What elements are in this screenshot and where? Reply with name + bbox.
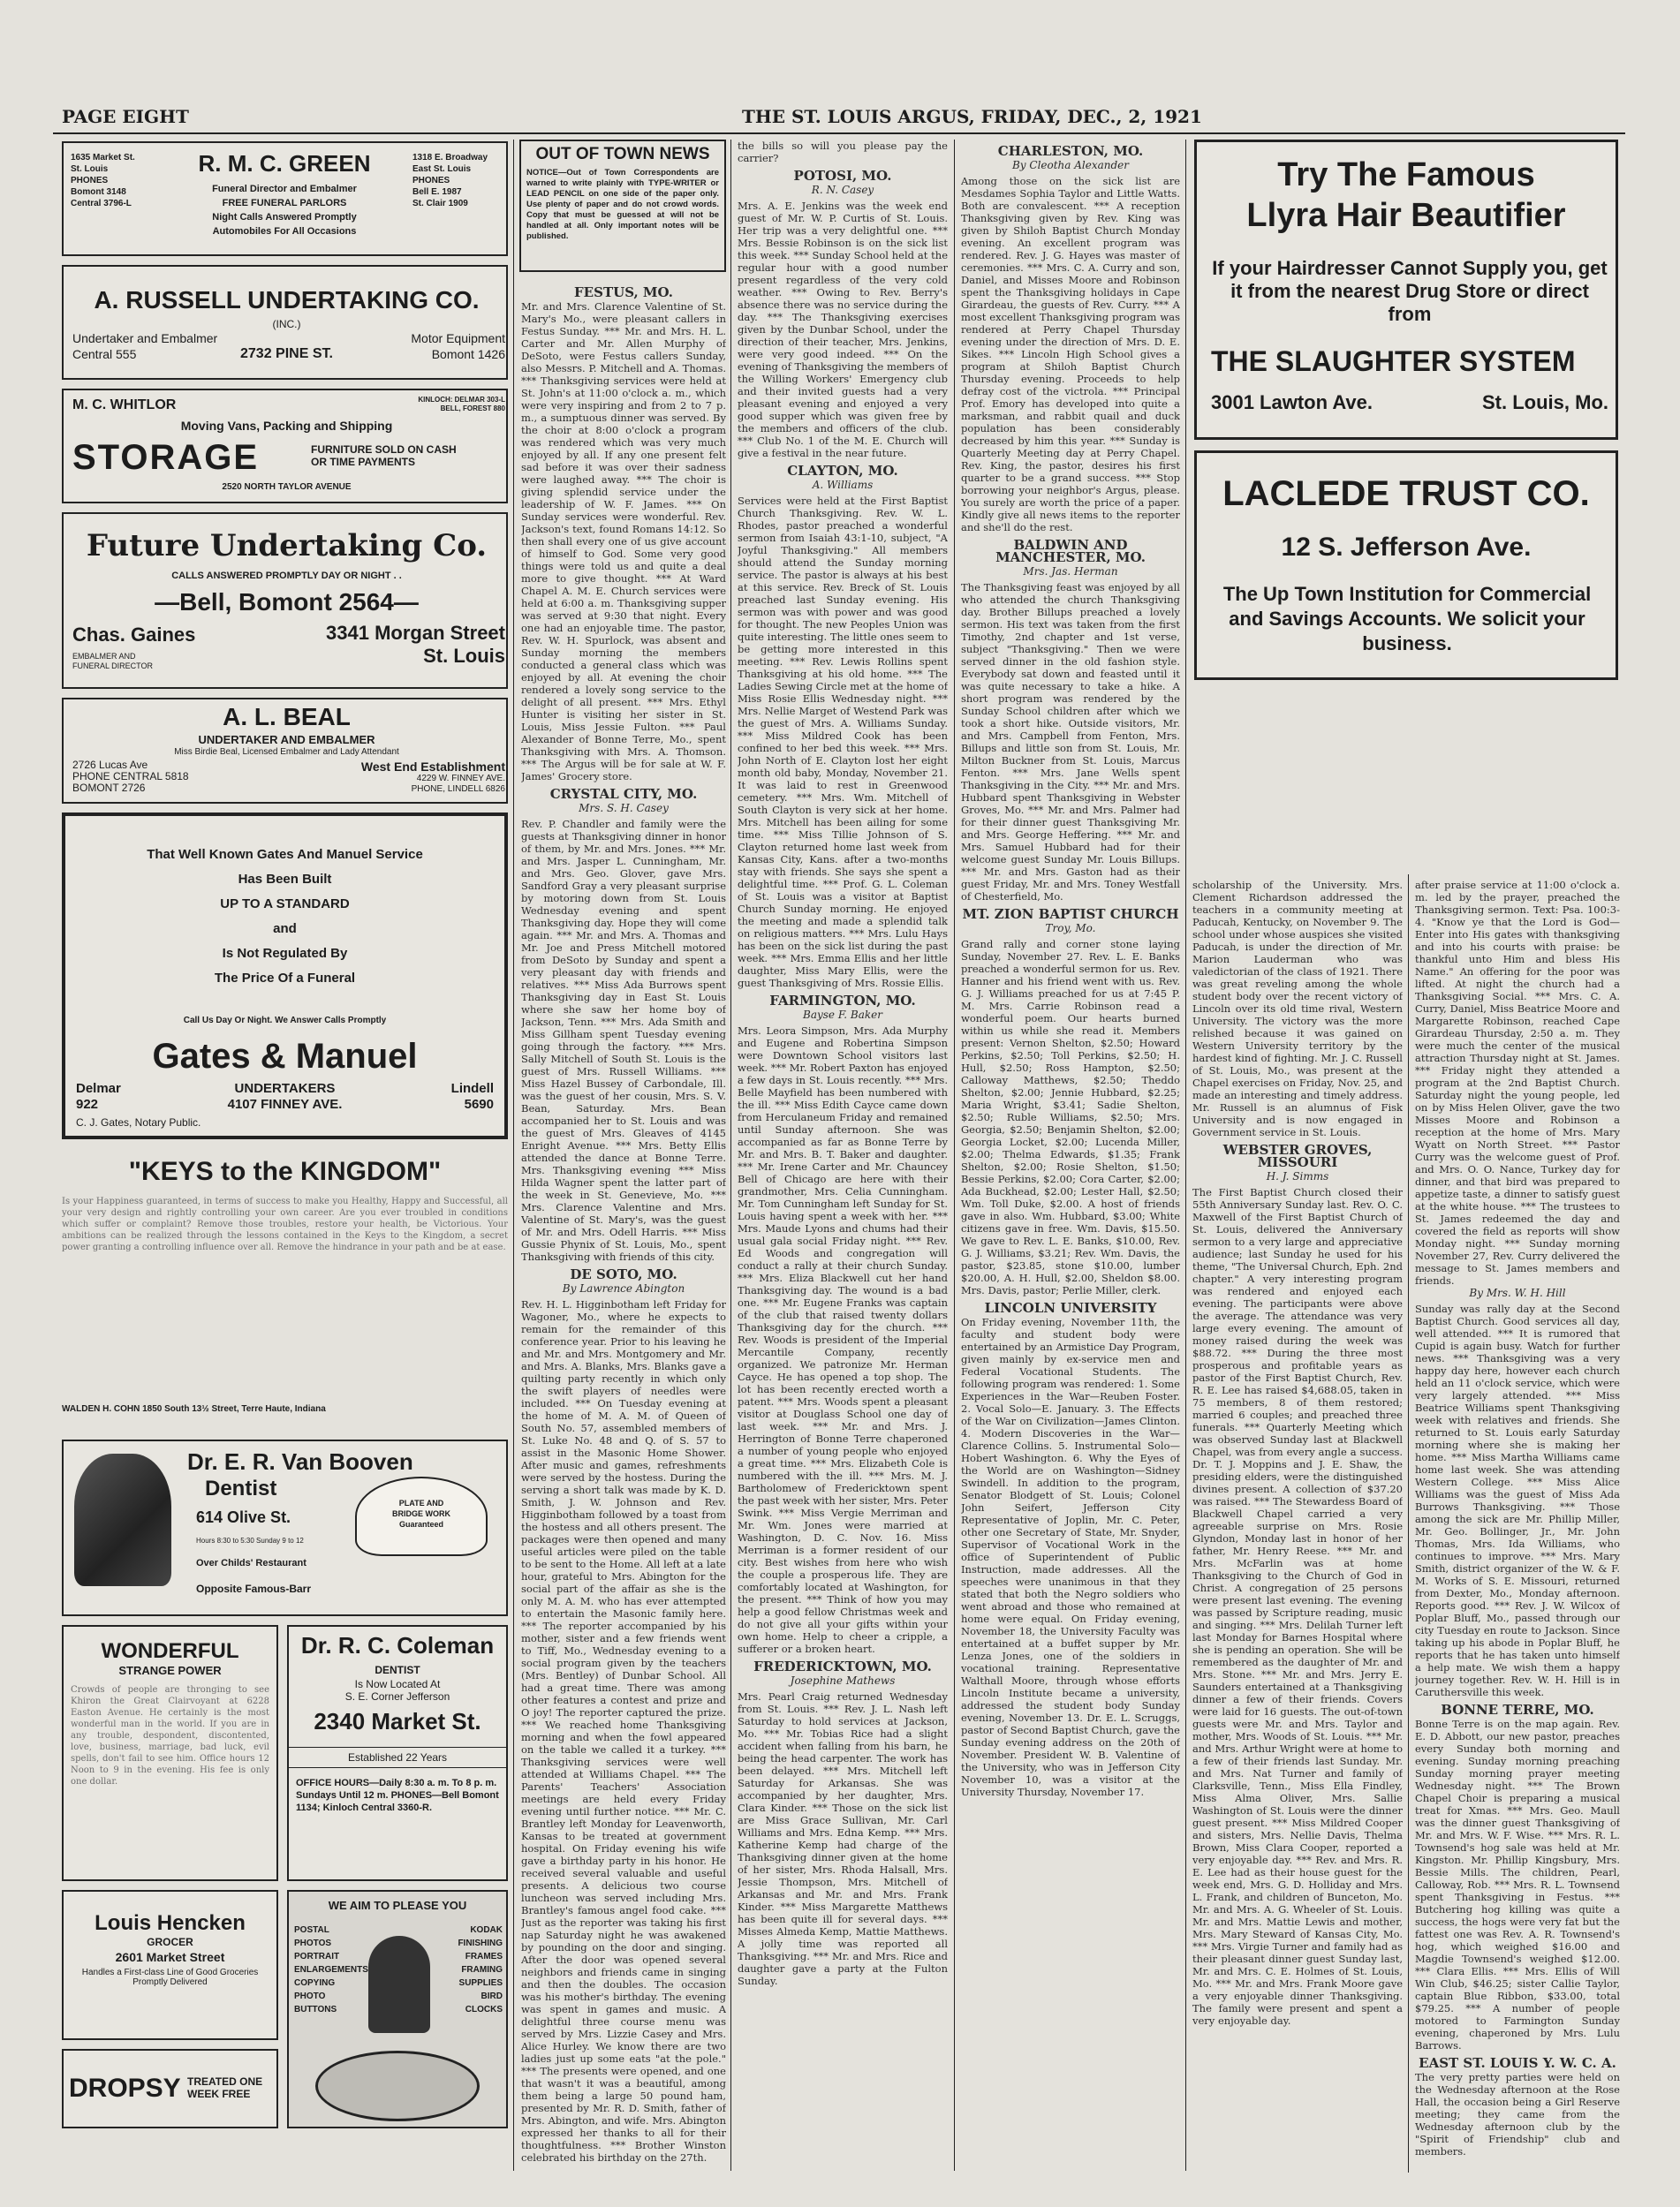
ad-vanbooven-hours: Hours 8:30 to 5:30 Sunday 9 to 12 [196, 1537, 304, 1545]
news-column-2: FESTUS, MO. Mr. and Mrs. Clarence Valentine of St. Mary's Mo., were pleasant callers in Festus Sunday. *** Mr. and Mrs. H. L. Carter and Mr. Allen Murphy of DeSoto, were Festus callers Sunday, also Messrs. P. Mitchell and A. Thomas. *** Thanksgiving services were held at St. John's at 11:00 o'clock a. m., which were very inspiring and from 2 to 7 p. m., a sumptuous dinner was served. By the choir at 8:00 o'clock a program was rendered which was very much enjoyed by all. If any one present felt sad before it was over their sadness were laughed away. *** The choir is giving splendid service under the leadership of W. F. James. *** On Sunday services were wonderful. Rev. Jackson's text, found Romans 14:12. So then shall every one of us give account of himself to God. Some very good things were told us and quite a deal more to give thought. *** At Ward Chapel A. M. E. Church services were held at 6:00 a. m. Thanksgiving supper was served at 9:30 that night. Every one had an enjoyable time. The pastor, Rev. W. H. Spurlock, was absent and Sunday morning the members conducted a general class which was enjoyed by all. At evening the choir rendered a lovely song service to the delight of all present. *** Mrs. Ethyl Hunter is visiting her sister in St. Louis, Miss Jessie Fulton. *** Paul Alexander of Bonne Terre, Mo., spent Thanksgiving with Mrs. A. Thomson. *** The Argus will be for sale at W. F. James' Grocery store. CRYSTAL CITY, MO. Mrs. S. H. Casey Rev. P. Chandler and family were the guests at Thanksgiving dinner in honor of them, by Mr. and Mrs. Jones. *** Mr. and Mrs. Jasper L. Cunningham, Mr. and Mrs. Geo. Glover, gave Mrs. Sandford Gray a very pleasant surprise by motoring down from St. Louis Wednesday evening and spent Thanksgiving day. Hope they will come again. *** Mr. and Mrs. A. Thomas and Mr. Joe and Press Mitchell motored from DeSoto by Sunday and spent a very pleasant day with friends and relatives. *** Miss Ada Burrows spent Thanksgiving day in East St. Louis where she saw her home boy of Jackson, Tenn. *** Mrs. Ada Smith and Miss Gillham spent Tuesday evening going through the factory. *** Mrs. Sally Mitchell of South St. Louis is the guest of Mrs. Russell Williams. *** Miss Hazel Bussey of Carbondale, Ill. was the guest of her cousin, Mrs. S. V. Bean, Saturday. Mrs. Bean accompanied her to St. Louis and was the guest of Mrs. Gleaves of 4145 Enright Avenue. *** Mrs. Betty Ellis attended the dance at Bonne Terre. Mrs. Thanksgiving evening *** Miss Hilda Wagner spent the latter part of the week in St. Genevieve, Mo. *** Mrs. Clarence Valentine and Mrs. Valentine of St. Mary's, was the guest of Mr. and Mrs. Odell Harris. *** Miss Gussie Phynix of St. Louis, Mo., spent Thanksgiving with friends of this city. DE SOTO, MO. By Lawrence Abington Rev. H. L. Higginbotham left Friday for Wagoner, Mo., where he expects to remain for the remainder of this conference year. Prior to his leaving he and Mr. and Mrs. Montgomery and Mr. and Mrs. A. Blanks, Mrs. Blanks gave a quilting party recently in which only the swift players of needles were included. *** On Tuesday evening at the home of M. A. M. of Queen of South No. 57, assembled members of St. Luke No. 48 and Q. of S. 57 to assist in the Masonic Home Shower. After music and games, refreshments were served by the hostess. During the serving a short talk was made by K. D. Smith, J. W. Johnson and Rev. Higginbotham followed by a toast from the hostess and all others present. The packages were then opened and many useful articles were piled on the table to be sent to the Home. All left at a late hour, grateful to Mrs. Abington for the social part of the affair as she is the only M. A. M. who has ever attempted to entertain the Masonic family here. *** The reporter accompanied by his mother, sister and a few friends went to Tiff, Mo., Wednesday evening to a social program given by the teachers (Mrs. Bentley) of Dunbar School. All had a great time. There was among other features a contest and prize and O joy! The reporter captured the prize. *** We reached home Thanksgiving morning and when the fowl appeared on the table we called it a turkey. *** Thanksgiving services were well attended at Williams Chapel. *** The Parents' Teachers' Association meetings are held every Friday evening until further notice. *** Mr. C. Brantley left Monday for Leavenworth, Kansas to be treated at government hospital. On Friday evening his wife gave a birthday party in his honor. He received several valuable and useful presents. A delicious two course luncheon was served including Mrs. Brantley's famous angel food cake. *** Just as the reporter was taking his first nap Saturday night he was awakened by pounding on the door and singing. After the door was opened several neighbors and friends came in singing and then the doubles. The occasion was his mother's birthday. The evening was spent in games and music. A delightful three course menu was served by Mrs. Lizzie Casey and Mrs. Alice Hurley. We know there are two ladies just up some eats "at the pole." *** The presents were opened, and one that wasn't it was a beautiful, among them being a large 50 pound ham, presented by Mr. R. D. Smith, father of Mrs. Abington, and wife. Mrs. Abington expressed her thanks to all for their thoughtfulness. *** Brother Winston celebrated his birthday on the 27th. [521, 284, 726, 2164]
ad-pleaseyou-title: WE AIM TO PLEASE YOU [328, 1899, 467, 1912]
ad-keys-title: "KEYS to the KINGDOM" [128, 1157, 442, 1186]
ad-vanbooven [62, 1440, 508, 1616]
ad-russell-inc: (INC.) [272, 318, 301, 330]
ad-whitlor-name: M. C. WHITLOR [72, 397, 177, 412]
ad-coleman [287, 1625, 508, 1881]
ad-dropsy-word: DROPSY [69, 2074, 181, 2103]
out-of-town-box [519, 140, 726, 272]
ad-gates-notary: C. J. Gates, Notary Public. [76, 1116, 201, 1129]
dateline-festus: FESTUS, MO. [574, 284, 673, 300]
ad-whitlor-address: 2520 NORTH TAYLOR AVENUE [222, 482, 352, 492]
ad-wonderful-body: Crowds of people are thronging to see Khiron the Great Clairvoyant at 6228 Easton Avenue. He certainly is the most wonderful man in the world. If you are in any trouble, despondent, discontented, love, business, marriage, bad luck, evil spells, don't fail to see him. Office hours 12 Noon to 9 in the evening. His fee is only one dollar. [71, 1685, 269, 1787]
dateline-farmington: FARMINGTON, MO. [769, 993, 916, 1009]
ad-russell-right: Motor Equipment Bomont 1426 [411, 331, 505, 361]
dentist-portrait [74, 1454, 171, 1586]
dateline-mt-zion-sub: Troy, Mo. [1045, 922, 1096, 934]
ad-vanbooven-chain: Over Childs' Restaurant [196, 1558, 306, 1568]
ad-llyra [1194, 140, 1618, 440]
ad-beal-right-head: West End Establishment [360, 760, 505, 774]
ad-coleman-hours: OFFICE HOURS—Daily 8:30 a. m. To 8 p. m. Sundays Until 12 m. PHONES—Bell Bomont 1134; Kinloch Central 3360-R. [296, 1778, 499, 1813]
ad-gates-left: Delmar 922 [76, 1081, 121, 1112]
ad-beal-line: UNDERTAKER AND EMBALMER [198, 733, 375, 746]
column-divider [1408, 874, 1409, 2173]
ad-russell-name: A. RUSSELL UNDERTAKING CO. [94, 286, 480, 314]
dateline-fredericktown: FREDERICKTOWN, MO. [753, 1659, 932, 1674]
dateline-bonne-terre: BONNE TERRE, MO. [1441, 1702, 1594, 1718]
ad-coleman-sub: Is Now Located At S. E. Corner Jefferson [344, 1678, 450, 1703]
ad-vanbooven-plate: PLATE AND BRIDGE WORK Guaranteed [392, 1499, 450, 1529]
ad-hencken-address: 2601 Market Street [115, 1950, 225, 1964]
byline-fredericktown: Josephine Mathews [790, 1674, 896, 1687]
ad-hencken-line: Handles a First-class Line of Good Groceries Promptly Delivered [81, 1968, 259, 1987]
column-divider [730, 140, 731, 2171]
ad-russell [62, 265, 508, 380]
dateline-east-st-louis: EAST ST. LOUIS Y. W. C. A. [1419, 2055, 1616, 2071]
ad-beal [62, 698, 508, 804]
column-divider [1185, 140, 1186, 2171]
ad-beal-sub: Miss Birdie Beal, Licensed Embalmer and Lady Attendant [174, 747, 399, 757]
ad-gates-name: Gates & Manuel [152, 1037, 418, 1076]
byline-farmington: Bayse F. Baker [803, 1009, 882, 1021]
dateline-desoto: DE SOTO, MO. [570, 1266, 677, 1282]
ad-future-phone: —Bell, Bomont 2564— [155, 588, 419, 616]
ad-whitlor-storage: STORAGE [72, 438, 260, 477]
ad-vanbooven-opp: Opposite Famous-Barr [196, 1583, 312, 1595]
ad-future-line: CALLS ANSWERED PROMPTLY DAY OR NIGHT . . [171, 571, 402, 581]
denture-icon [355, 1477, 488, 1556]
news-column-3: the bills so will you please pay the carrier? POTOSI, MO. R. N. Casey Mrs. A. E. Jenkins was the week end guest of Mr. W. P. Curtis of St. Louis. Her trip was a very delightful one. *** Mrs. Bessie Robinson is on the sick list this week. *** Sunday School held at the regular hour with a good number present regardless of the very cold weather. *** Owing to Rev. Berry's absence there was no service during the day. *** The Thanksgiving exercises given by the Dunbar School, under the direction of their teacher, Mrs. Jenkins, were very good indeed. *** On the evening of Thanksgiving the members of the Willing Workers' Emergency club and their invited guests had a very pleasant evening and enjoyed a very good supper which was given free by the members and officers of the club. *** Club No. 1 of the M. E. Church will give a festival in the near future. CLAYTON, MO. A. Williams Services were held at the First Baptist Church Thanksgiving. Rev. W. L. Rhodes, pastor preached a wonderful sermon from Isaiah 43:1-10, subject, "A Joyful Thanksgiving." All members should attend the Sunday morning service. The pastor is always at his best at this service. Rev. Breck of St. Louis preached last Sunday evening. His sermon was with power and was good for thought. The new Peoples Union was quite interesting. The little ones seem to be getting more interested in this meeting. *** Rev. Lewis Rollins spent Thanksgiving at his old home. *** The Ladies Sewing Circle met at the home of Miss Rosie Ellis Wednesday night. *** Mrs. Nellie Marget of Westend Park was the guest of Mrs. A. Williams Sunday. *** Miss Mildred Cook has been confined to her bed this week. *** Mrs. John North of E. Clayton lost her eight month old baby, Monday, November 21. It was laid to rest in Greenwood cemetery. *** Mrs. Wm. Mitchell of South Clayton is very sick at her home. Mrs. Mitchell has been ailing for some time. *** Miss Tillie Johnson of S. Clayton returned home last week from Kansas City, Kans. after a two-months stay with friends. She says she spent a delightful time. *** Prof. G. L. Coleman of St. Louis was a visitor at Baptist Church Sunday morning. He enjoyed the meeting and made a splendid talk on religious matters. *** Mrs. Lulu Hays has been on the sick list during the past week. *** Mrs. Emma Ellis and her little daughter, Miss Mary Ellis, were the guest Thanksgiving of Mrs. Rossie Ellis. FARMINGTON, MO. Bayse F. Baker Mrs. Leora Simpson, Mrs. Ada Murphy and Eugene and Robertina Simpson were Downtown School visitors last week. *** Mr. Robert Paxton has enjoyed a few days in St. Louis recently. *** Mrs. Belle Mayfield has been numbered with the ill. *** Miss Edith Cayce came down from Herculaneum Friday and remained until Sunday afternoon. She was accompanied as far as Bonne Terre by Mr. and Mrs. B. T. Baker and daughter. *** Mr. Irene Carter and Mr. Chauncey Bell of Chicago are here with their grandmother, Mrs. Celia Cunningham. Mr. Tom Cunningham left Sunday for St. Louis having spent a week with her. *** Mrs. Maude Lyons and chums had their usual gala social Friday night. *** Rev. Ed Woods and congregation will conduct a rally at their church Sunday. *** Mrs. Eliza Blackwell cut her hand Thanksgiving day. The wound is a bad one. *** Mr. Eugene Franks was captain of the club that raised twenty dollars Thanksgiving day for the church. *** Rev. Woods is president of the Imperial Mercantile Company, recently organized. We patronize Mr. Herman Cayce. He has opened a top shop. The lot has been recently erected worth a patent. *** Mrs. Woods spent a pleasant visitor at Douglass School one day of last week. *** Mr. and Mrs. J. Herrington of Bonne Terre chaperoned a number of young people who enjoyed a great time. *** Mrs. Elizabeth Cole is numbered with the ill. *** Mrs. M. J. Bartholomew of Fredericktown spent the past week with her sister, Mrs. Peter Swink. *** Miss Vergie Merriman and Mr. Wm. Jones were married at Washington, D. C. Nov. 16. Miss Merriman is a former resident of our city. Best wishes from here who wish the couple a prosperous life. They are comfortably located at Washington, for the present. *** Think of how you may help a good fellow Christmas week and do not give all your gifts within your own home. Help to cheer a cripple, a sufferer or a broken heart. FREDERICKTOWN, MO. Josephine Mathews Mrs. Pearl Craig returned Wednesday from St. Louis. *** Rev. J. L. Nash left Saturday to hold services at Jackson, Mo. *** Mr. Tobias Rice had a slight accident when falling from his barn, he being the head carpenter. The work has been delayed. *** Mrs. Mitchell left Saturday for Arkansas. She was accompanied by her daughter, Mrs. Clara Kinder. *** Those on the sick list are Miss Grace Sullivan, Mr. Carl Williams and Mrs. Edna Kemp. *** Mrs. Katherine Kemp had charge of the Thanksgiving dinner given at the home of her sister, Mrs. Rhoda Halsall, Mrs. Jessie Thompson, Mrs. Mitchell of Arkansas and Mr. and Mrs. Frank Kinder. *** Miss Margarette Matthews has been quite ill for several days. *** Misses Almeda Kemp, Mattie Matthews. A jolly time was reported all Thanksgiving. *** Mr. and Mrs. Rice and daughter gave a party at the Fulton Sunday. [738, 140, 948, 1987]
ad-coleman-name: Dr. R. C. Coleman [300, 1632, 495, 1659]
dateline-webster: WEBSTER GROVES, MISSOURI [1222, 1142, 1373, 1170]
ad-gates-call: Call Us Day Or Night. We Answer Calls Promptly [183, 1016, 387, 1025]
ad-coleman-title: DENTIST [375, 1664, 420, 1676]
ad-gates-lines: That Well Known Gates And Manuel Service Has Been Built UP TO A STANDARD and Is Not Regulated By The Price Of a Funeral [147, 847, 423, 986]
ad-vanbooven-title: Dentist [205, 1477, 277, 1500]
byline-webster: H. J. Simms [1266, 1170, 1329, 1183]
ad-llyra-title: Try The Famous Llyra Hair Beautifier [1246, 156, 1566, 234]
ad-future-address: 3341 Morgan Street St. Louis [326, 622, 505, 667]
ad-laclede-line: The Up Town Institution for Commercial and Savings Accounts. We solicit your business. [1222, 583, 1592, 654]
ad-whitlor-line: Moving Vans, Packing and Shipping [180, 419, 393, 433]
ad-whitlor [62, 389, 508, 503]
byline-clayton: A. Williams [812, 479, 874, 491]
byline-crystal-city: Mrs. S. H. Casey [579, 802, 669, 814]
ad-beal-name: A. L. BEAL [223, 703, 351, 730]
ad-laclede-name: LACLEDE TRUST CO. [1222, 474, 1590, 513]
ad-gates-right: Lindell 5690 [450, 1081, 494, 1112]
dateline-baldwin: BALDWIN AND MANCHESTER, MO. [995, 537, 1146, 565]
ad-gates-manuel [62, 813, 508, 1139]
ad-hencken-name: Louis Hencken [95, 1911, 246, 1935]
ad-dropsy-treated: TREATED ONE WEEK FREE [187, 2075, 263, 2100]
out-of-town-title: OUT OF TOWN NEWS [535, 145, 710, 163]
ad-llyra-company: THE SLAUGHTER SYSTEM [1211, 345, 1576, 377]
ad-russell-left: Undertaker and Embalmer Central 555 [72, 331, 218, 361]
ad-vanbooven-name: Dr. E. R. Van Booven [187, 1448, 413, 1475]
ad-green-name: R. M. C. GREEN [198, 150, 371, 177]
ad-keys-footer: WALDEN H. COHN 1850 South 13½ Street, Terre Haute, Indiana [62, 1404, 326, 1414]
ad-please-you [287, 1890, 508, 2128]
column-divider [513, 140, 514, 2171]
byline-charleston: By Cleotha Alexander [1011, 159, 1130, 171]
dateline-clayton: CLAYTON, MO. [787, 463, 898, 479]
ad-wonderful-title: WONDERFUL [101, 1639, 239, 1663]
ad-future [62, 512, 508, 689]
ad-hencken-grocer: GROCER [147, 1936, 193, 1948]
ad-pleaseyou-right: KODAK FINISHING FRAMES FRAMING SUPPLIES BIRD CLOCKS [458, 1925, 503, 2014]
paper-line: THE ST. LOUIS ARGUS, FRIDAY, DEC., 2, 1921 [742, 106, 1202, 127]
page-label: PAGE EIGHT [62, 106, 189, 127]
photo-studio-seal-icon [315, 2051, 480, 2121]
ad-future-person: Chas. Gaines [72, 624, 196, 646]
dateline-crystal-city: CRYSTAL CITY, MO. [549, 786, 698, 802]
news-column-4: CHARLESTON, MO. By Cleotha Alexander Among those on the sick list are Mesdames Sophia Taylor and Little Watts. Both are convalescent. *** A reception Thanksgiving given by Rev. King was given by Shiloh Baptist Church Monday evening. An excellent program was rendered. Rev. J. G. Hayes was master of ceremonies. *** Mrs. C. A. Curry and son, Daniel, and Misses Moore and Robinson spent the Thanksgiving holidays in Cape Girardeau, the guests of Rev. Curry. *** A most excellent Thanksgiving program was rendered at Perry Chapel Thursday evening under the direction of Mrs. D. E. Sikes. *** Lincoln High School gives a program at Shiloh Baptist Church Thursday evening. Proceeds to help defray cost of the victrola. *** Principal Prof. Emory has developed into quite a marksman, and rabbit quail and duck population has been considerably decreased by him this year. *** Sunday is Quarterly Meeting day at Perry Chapel. Rev. King, the pastor, desires his first quarter to be a grand success. *** Stop borrowing your neighbor's Argus, please. You surely are worth the price of a paper. Kindly give all news items to the reporter and she'll do the rest. BALDWIN AND MANCHESTER, MO. Mrs. Jas. Herman The Thanksgiving feast was enjoyed by all who attended the church Thanksgiving day. Brother Billups preached a lovely sermon. His text was taken from the first Timothy, 2nd chapter and 1st verse, subject "Thanksgiving." Then we were served dinner in the old fashion style. Everybody sat down and feasted until it was quite necessary to take a hike. A short program was rendered by the Sunday School children after which we took a short hike. Outside visitors, Mr. and Mrs. Campbell from Fenton, Mrs. Billups and little son from St. Louis, Mr. Milton Buckner from St. Louis, Marcus Fenton. *** Mrs. Jane Wells spent Thanksgiving in the City. *** Mr. and Mrs. Hubbard spent Thanksgiving in Webster Groves, Mo. *** Mr. and Mrs. Palmer had for their dinner guest Thanksgiving Mr. and Mrs. George Heffering. *** Mr. and Mrs. Samuel Hubbard had for their welcome guest Sunday Mr. Louis Billups. *** Mr. and Mrs. Gaston had as their guest Friday, Mr. and Mrs. Toney Westfall of Chesterfield, Mo. MT. ZION BAPTIST CHURCH Troy, Mo. Grand rally and corner stone laying Sunday, November 27. Rev. L. E. Banks preached a wonderful sermon for us. Rev. Hanner and his friend went with us. Rev. G. J. Williams preached for us at 7:45 P. M. Mrs. Carrie Robinson read a wonderful poem. Our hearts burned within us while she read it. Members present: Vernon Shelton, $2.50; Howard Perkins, $2.50; Toll Perkins, $2.50; H. Hull, $2.50; Ross Hampton, $2.50; Calloway Matthews, $2.50; Theddo Shelton, $2.00; Jennie Hubbard, $2.25; Maria Wright, $3.41; Sadie Shelton, $2.50; Ruble Williams, $2.50; Mrs. Georgia, $2.50; Benjamin Shelton, $2.00; Georgia Locket, $2.00; Lucenda Miller, $2.00; Thelma Edwards, $1.35; Frank Shelton, $2.00; Rosie Shelton, $1.50; Bessie Perkins, $2.00; Cora Carter, $2.00; Ada Buckhead, $2.00; Lester Hall, $2.50; Wm. Toll Duke, $2.00. A host of friends gave in also. Wm. Hubbard, $3.00; White citizens gave in free. Wm. Davis, $15.50. We gave to Rev. L. E. Banks, $10.00, Rev. G. J. Williams, $3.21; Rev. Wm. Davis, the pastor, $23.85, stone $10.00, lumber $20.00, A. H. Hull, $2.00, Sheldon $8.00. Mrs. Davis, pastor; Perlie Miller, clerk. LINCOLN UNIVERSITY On Friday evening, November 11th, the faculty and student body were entertained by an Armistice Day Program, given mainly by ex-service men and Federal Vocational Students. The following program was rendered: 1. Some Experiences in the War—Reuben Foster. 2. Vocal Solo—E. January. 3. The Effects of the War on Civilization—James Clinton. 4. Modern Discoveries in the War—Clarence Collins. 5. Instrumental Solo—Hobert Washington. 6. Why the Eyes of the World are on Washington—Sidney Swindell. In addition to the program, Senator Blodgett of St. Louis; Colonel John Seifert, Jefferson City Representative of Joplin, Mr. C. Peter, other one Secretary of State, Mr. Snyder, Supervisor of Vocational Work in the office of Superintendent of Public Instruction, made addresses. All the speeches were unanimous in that they stated that both the Negro soldiers who went abroad and those who remained at home were equal. On Friday evening, November 18, the University Faculty was entertained at a buffet supper by Mr. Lenza Jones, one of the soldiers in vocational training. Representative Walthall Moore, through whose efforts Lincoln Institute became a university, addressed the student body Sunday evening, November 13. Dr. E. L. Scruggs, pastor of Second Baptist Church, gave the Sunday evening address on the 20th of November. President W. B. Valentine of the University, who was in Jefferson City November 10, was a visitor at the University Thursday, November 17. [961, 143, 1180, 1798]
ad-coleman-address: 2340 Market St. [314, 1708, 481, 1735]
ad-llyra-address: 3001 Lawton Ave. [1211, 391, 1373, 413]
ad-laclede [1194, 450, 1618, 680]
ad-vanbooven-address: 614 Olive St. [196, 1508, 291, 1526]
ad-green-left: 1635 Market St. St. Louis PHONES Bomont 3148 Central 3796-L [71, 153, 135, 208]
ad-wonderful-sub: STRANGE POWER [118, 1664, 222, 1677]
ad-beal-right: 4229 W. FINNEY AVE. PHONE, LINDELL 6826 [411, 774, 505, 794]
byline-desoto: By Lawrence Abington [562, 1282, 685, 1295]
dateline-lincoln: LINCOLN UNIVERSITY [984, 1300, 1157, 1316]
news-column-6: after praise service at 11:00 o'clock a. m. led by the prayer, preached the Thanksgiving sermon. Text: Psa. 100:3-4. "Know ye that the Lord is God—Enter into His gates with thanksgiving and into his courts with praise: be thankful unto Him and bless His Name." An offering for the poor was lifted. At night the church had a Thanksgiving Social. *** Mrs. C. A. Curry, Daniel, Miss Beatrice Moore and Margarette Robinson, reached Cape Girardeau Thursday, 2:50 a. m. They were much the center of the musical attraction Thursday night at St. James. *** Friday night they attended a program at the 2nd Baptist Church. Saturday night the young people, led on by Miss Helen Oliver, gave the two Misses Moore and Robinson a reception at the home of Mrs. Mary Wyatt on North Street. *** Pastor Curry was the welcome guest of Prof. and Mrs. O. O. Nance, Turkey day for dinner, and that bird was prepared to appetize taste, a dinner to satisfy guest at the white house. *** The trustees to St. James redeemed the day and covered the field as reports will show Monday night. *** Sunday morning November 27, Rev. Curry delivered the message to St. James members and friends. By Mrs. W. H. Hill Sunday was rally day at the Second Baptist Church. Good services all day, well attended. *** It is rumored that Cupid is again busy. Watch for further news. *** Thanksgiving was a very happy day here, however each church held an 11 o'clock service, which were very largely attended. *** Miss Beatrice Williams spent Thanksgiving week with relatives and friends. She returned to St. Louis early Saturday morning where she is making her home. *** Miss Martha Williams came home last week. She was attending Western College. *** Miss Alice Williams was the guest of Miss Ada Burrows Thanksgiving. *** Those among the sick are Mr. Phillip Miller, Mr. Geo. Bollinger, Jr., Mr. John Thomas, Mrs. Ida Williams, who continues to improve. *** Mrs. Mary Smith, district organizer of the W. & F. M. Works of S. E. Missouri, returned from Dexter, Mo., Monday afternoon. Reports good. *** Rev. J. W. Wilcox of Poplar Bluff, Mo., passed through our city Tuesday en route to Jackson. Since taking up his abode in Poplar Bluff, he reports that he has taken unto himself a help mate. We wish them a happy journey together. Rev. W. H. Hill is in Caruthersville this week. BONNE TERRE, MO. Bonne Terre is on the map again. Rev. E. D. Abbott, our new pastor, preaches every Sunday both morning and evening. Sunday morning preaching Sunday morning prayer meeting Wednesday night. *** The Brown Chapel Choir is preparing a musical treat for Xmas. *** Mrs. Geo. Maull was the dinner guest Thanksgiving of Mr. and Mrs. W. F. Wise. *** Mrs. R. L. Townsend's hog sale was held at Mr. Kingston. Mr. Phillip Kingsbury, Mrs. Bessie Mills. The children, Pearl, Calloway, Rob. *** Mrs. R. L. Townsend spent Thanksgiving in Festus. *** Butchering hog killing was quite a success, the hogs were very fat but the fattest one was Rev. A. R. Townsend's hog, which weighed $16.00 and Magdie Townsend's weighed $12.00. *** Clara Ellis. *** Mrs. Ellis of Will Win Club, $46.25; sister Callie Taylor, captain Blue Ribbon, $33.00, total $79.25. *** A number of people motored to Farmington Sunday evening, chaperoned by Mrs. Lulu Barrows. EAST ST. LOUIS Y. W. C. A. The very pretty parties were held on the Wednesday afternoon at the Rose Hall, the occasion being a Girl Reserve meeting; they came from the Wednesday afternoon club by the "Spirit of Friendship" club and members. [1415, 879, 1620, 2158]
out-of-town-notice: NOTICE—Out of Town Correspondents are warned to write plainly with TYPE-WRITER or LEAD PENCIL on one side of the paper only. Use plenty of paper and do not crowd words. Copy that must be guessed at will not be handled at all. Only important notes will be published. [526, 168, 719, 241]
ad-laclede-address: 12 S. Jefferson Ave. [1281, 533, 1532, 562]
dateline-mt-zion: MT. ZION BAPTIST CHURCH [962, 906, 1179, 922]
byline-hill: By Mrs. W. H. Hill [1469, 1287, 1566, 1299]
ad-future-title: EMBALMER AND FUNERAL DIRECTOR [72, 652, 154, 670]
byline-baldwin: Mrs. Jas. Herman [1023, 565, 1118, 578]
ad-coleman-estab: Established 22 Years [289, 1747, 506, 1768]
ad-whitlor-furniture: FURNITURE SOLD ON CASH OR TIME PAYMENTS [311, 443, 457, 468]
ad-hencken [62, 1890, 278, 2040]
column-divider [954, 140, 955, 2171]
ad-russell-address: 2732 PINE ST. [240, 346, 333, 361]
news-column-5: scholarship of the University. Mrs. Clement Richardson addressed the teachers in a community meeting at Paducah, Kentucky, on November 9. The school under whose auspices she visited Paducah, is under the direction of Mr. Marion Lauderman who was valedictorian of the class of 1921. There was great reveling among the whole student body over the recent victory of Lincoln over its old time rival, Western University. The victory was the more relished because it was gained on Western University territory by the hardest kind of fighting. Mr. J. C. Russell of St. Louis, Mo., was present at the Chapel exercises on Friday, Nov. 25, and made an interesting and timely address. Mr. Russell is an alumnus of Fisk University and is now engaged in Government service in St. Louis. WEBSTER GROVES, MISSOURI H. J. Simms The First Baptist Church closed their 55th Anniversary Sunday last. Rev. O. C. Maxwell of the First Baptist Church of St. Louis, delivered the Anniversary sermon to a very large and appreciative audience; last Sunday he used for his theme, "The Universal Church, Eph. 2nd chapter." A very interesting program was rendered and enjoyed each evening. The participants were above the average. The attendance was very large every evening. The amount of money raised during the week was $88.72. *** During the three most prosperous and profitable years as pastor of the First Baptist Church, Rev. R. E. Lee has raised $4,688.05, taken in 75 members, 8 of them restored; married 6 couples; and preached three funerals. *** Quarterly Meeting which was observed Sunday last at Blackwell Chapel, was from every angle a success. Dr. T. J. Moppins and J. E. Shaw, the presiding elders, were the distinguished divines present. A collection of $37.20 was raised. *** The Stewardess Board of Blackwell Chapel carried a very agreeable surprise on Mrs. Rosie Glyndon, Monday last in honor of her father, Mr. Henry Reese. *** Mr. and Mrs. McFarlin was at home Thanksgiving to the Church of God in Christ. A congregation of 25 persons were present last evening. The evening was passed by Scripture reading, music and singing. *** Mrs. Delilah Turner left last Monday for Barnes Hospital where she is pending an operation. She will be remembered as the daughter of Mr. and Mrs. Stone. *** Mr. and Mrs. Jerry E. Saunders entertained at a Thanksgiving dinner a few of their friends. Covers were laid for 16 guests. The out-of-town guests were Mr. and Mrs. Taylor and mother, Mrs. Woods of St. Louis. *** Mr. and Mrs. Arthur Wright were at home to a few of their friends last Sunday. Mr. and Mrs. Nat Turner and family of Clarksville, Tenn., Miss Ella Findley, Miss Alma Oliver, Mrs. Sallie Washington of St. Louis were the dinner guest present. *** Miss Mildred Cooper and sisters, Mrs. Nellie Davis, Thelma Brown, Miss Clara Cooper, reported a very enjoyable day. *** Rev. and Mrs. R. E. Lee had as their house guest for the week end, Mrs. G. D. Holliday and Mrs. L. Frank, and children of Bunceton, Mo. Mr. and Mrs. A. G. Wheeler of St. Louis. Mr. and Mrs. Mattie Lewis and mother, Mrs. Mary Steward of Kansas City, Mo. *** Mrs. Virgie Turner and family had as their pleasant dinner guest Sunday last, Mr. and Mrs. C. E. Holmes of St. Louis, Mo. *** Mr. and Mrs. Frank Moore gave a very enjoyable dinner Thanksgiving. The family were present and spent a very enjoyable day. [1192, 879, 1403, 2027]
ad-green [62, 141, 508, 256]
masthead-rule [53, 132, 1625, 134]
ad-green-right: 1318 E. Broadway East St. Louis PHONES Bell E. 1987 St. Clair 1909 [412, 153, 488, 208]
ad-dropsy [62, 2049, 278, 2128]
ad-llyra-city: St. Louis, Mo. [1482, 391, 1608, 413]
ad-green-lines: Funeral Director and Embalmer FREE FUNERAL PARLORS Night Calls Answered Promptly Automobiles For All Occasions [212, 184, 357, 237]
ad-keys-body: Is your Happiness guaranteed, in terms of success to make you Healthy, Happy and Successful, all your very design and rightly controlling your own career. Are you ever troubled in conditions which suffer or complaint? Remove those troubles, restore your health, be Victorious. Your ambitions can be realized through the lessons contained in the Keys to the Kingdom, a secret power granting a controlling influence over all. Remove the hindrance in your path and be at ease. [62, 1197, 508, 1252]
dateline-potosi: POTOSI, MO. [793, 168, 892, 184]
ad-wonderful [62, 1625, 278, 1881]
masthead [62, 106, 1616, 129]
ad-whitlor-phone: KINLOCH: DELMAR 303-L BELL, FOREST 880 [418, 396, 505, 412]
ad-llyra-line: If your Hairdresser Cannot Supply you, get it from the nearest Drug Store or direct from [1212, 257, 1608, 325]
ad-pleaseyou-left: POSTAL PHOTOS PORTRAIT ENLARGEMENTS COPYING PHOTO BUTTONS [294, 1925, 368, 2014]
byline-potosi: R. N. Casey [811, 184, 874, 196]
ad-beal-left: 2726 Lucas Ave PHONE CENTRAL 5818 BOMONT 2726 [72, 759, 189, 794]
ad-keys [62, 1157, 508, 1431]
ad-future-name: Future Undertaking Co. [86, 528, 488, 563]
dateline-charleston: CHARLESTON, MO. [997, 143, 1144, 159]
camera-icon [368, 1936, 430, 2033]
ad-gates-middle: UNDERTAKERS 4107 FINNEY AVE. [227, 1081, 343, 1112]
